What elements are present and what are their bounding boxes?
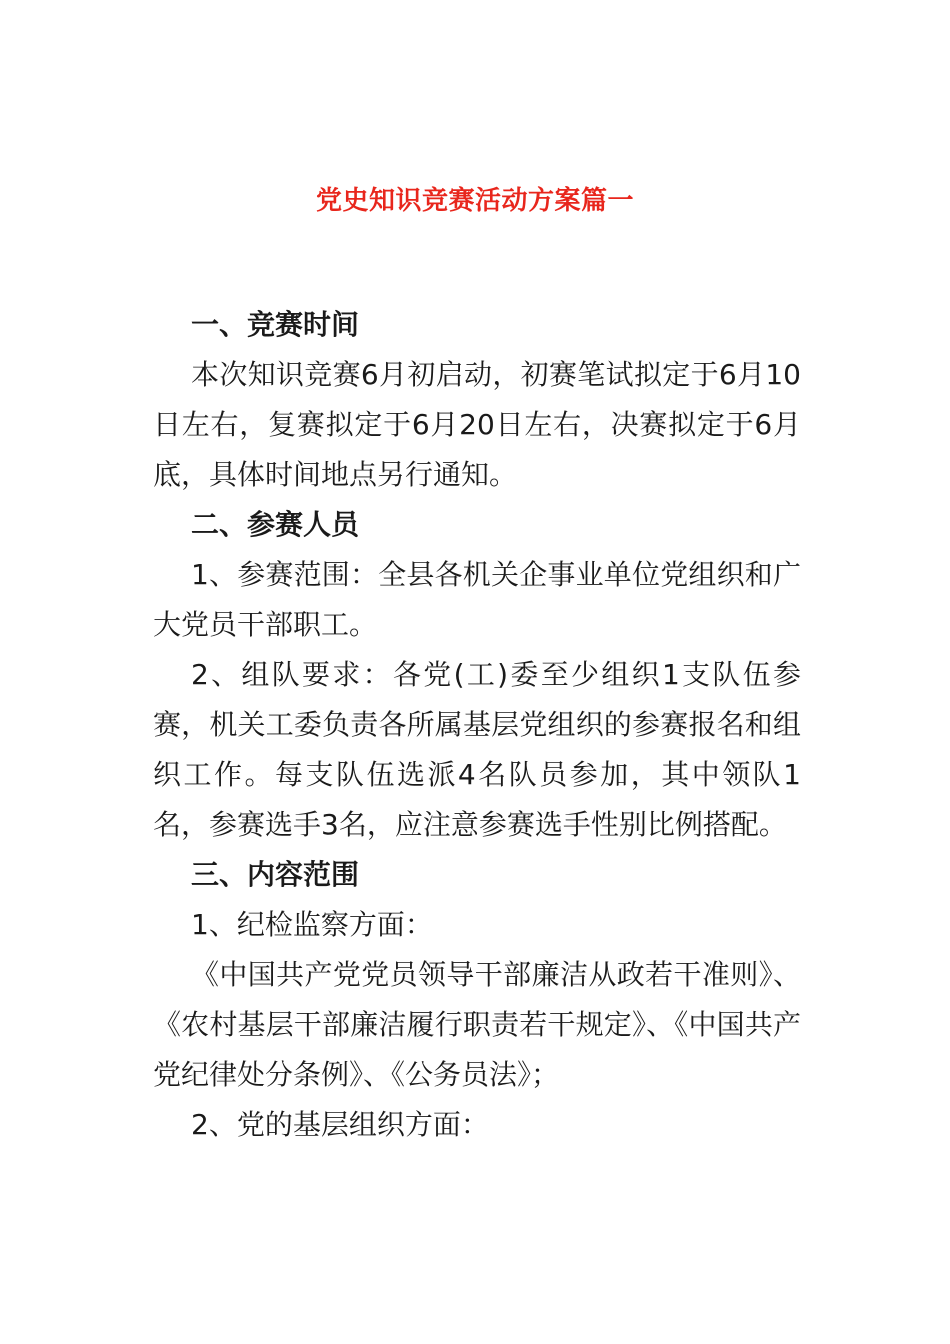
document-title: 党史知识竞赛活动方案篇一 bbox=[315, 186, 634, 216]
paragraph-discipline-inspection: 1、纪检监察方面： bbox=[191, 908, 433, 941]
section-heading-participants: 二、参赛人员 bbox=[191, 508, 360, 541]
document-body bbox=[153, 300, 801, 1150]
paragraph-team-requirements: 2、组队要求：各党(工)委至少组织1支队伍参赛，机关工委负责各所属基层党组织的参赛报名和组织工作。每支队伍选派4名队员参加，其中领队1名，参赛选手3名，应注意参赛选手性别比例搭配。 bbox=[153, 658, 801, 841]
paragraph-grassroots-organization: 2、党的基层组织方面： bbox=[191, 1108, 489, 1141]
section-heading-content-scope: 三、内容范围 bbox=[191, 858, 360, 891]
paragraph-competition-time: 本次知识竞赛6月初启动，初赛笔试拟定于6月10日左右，复赛拟定于6月20日左右，决赛拟定于6月底，具体时间地点另行通知。 bbox=[153, 358, 801, 491]
paragraph-regulations-list: 《中国共产党党员领导干部廉洁从政若干准则》、《农村基层干部廉洁履行职责若干规定》、《中国共产党纪律处分条例》、《公务员法》； bbox=[153, 958, 801, 1091]
section-heading-competition-time: 一、竞赛时间 bbox=[191, 308, 360, 341]
paragraph-participant-scope: 1、参赛范围：全县各机关企事业单位党组织和广大党员干部职工。 bbox=[153, 558, 801, 641]
